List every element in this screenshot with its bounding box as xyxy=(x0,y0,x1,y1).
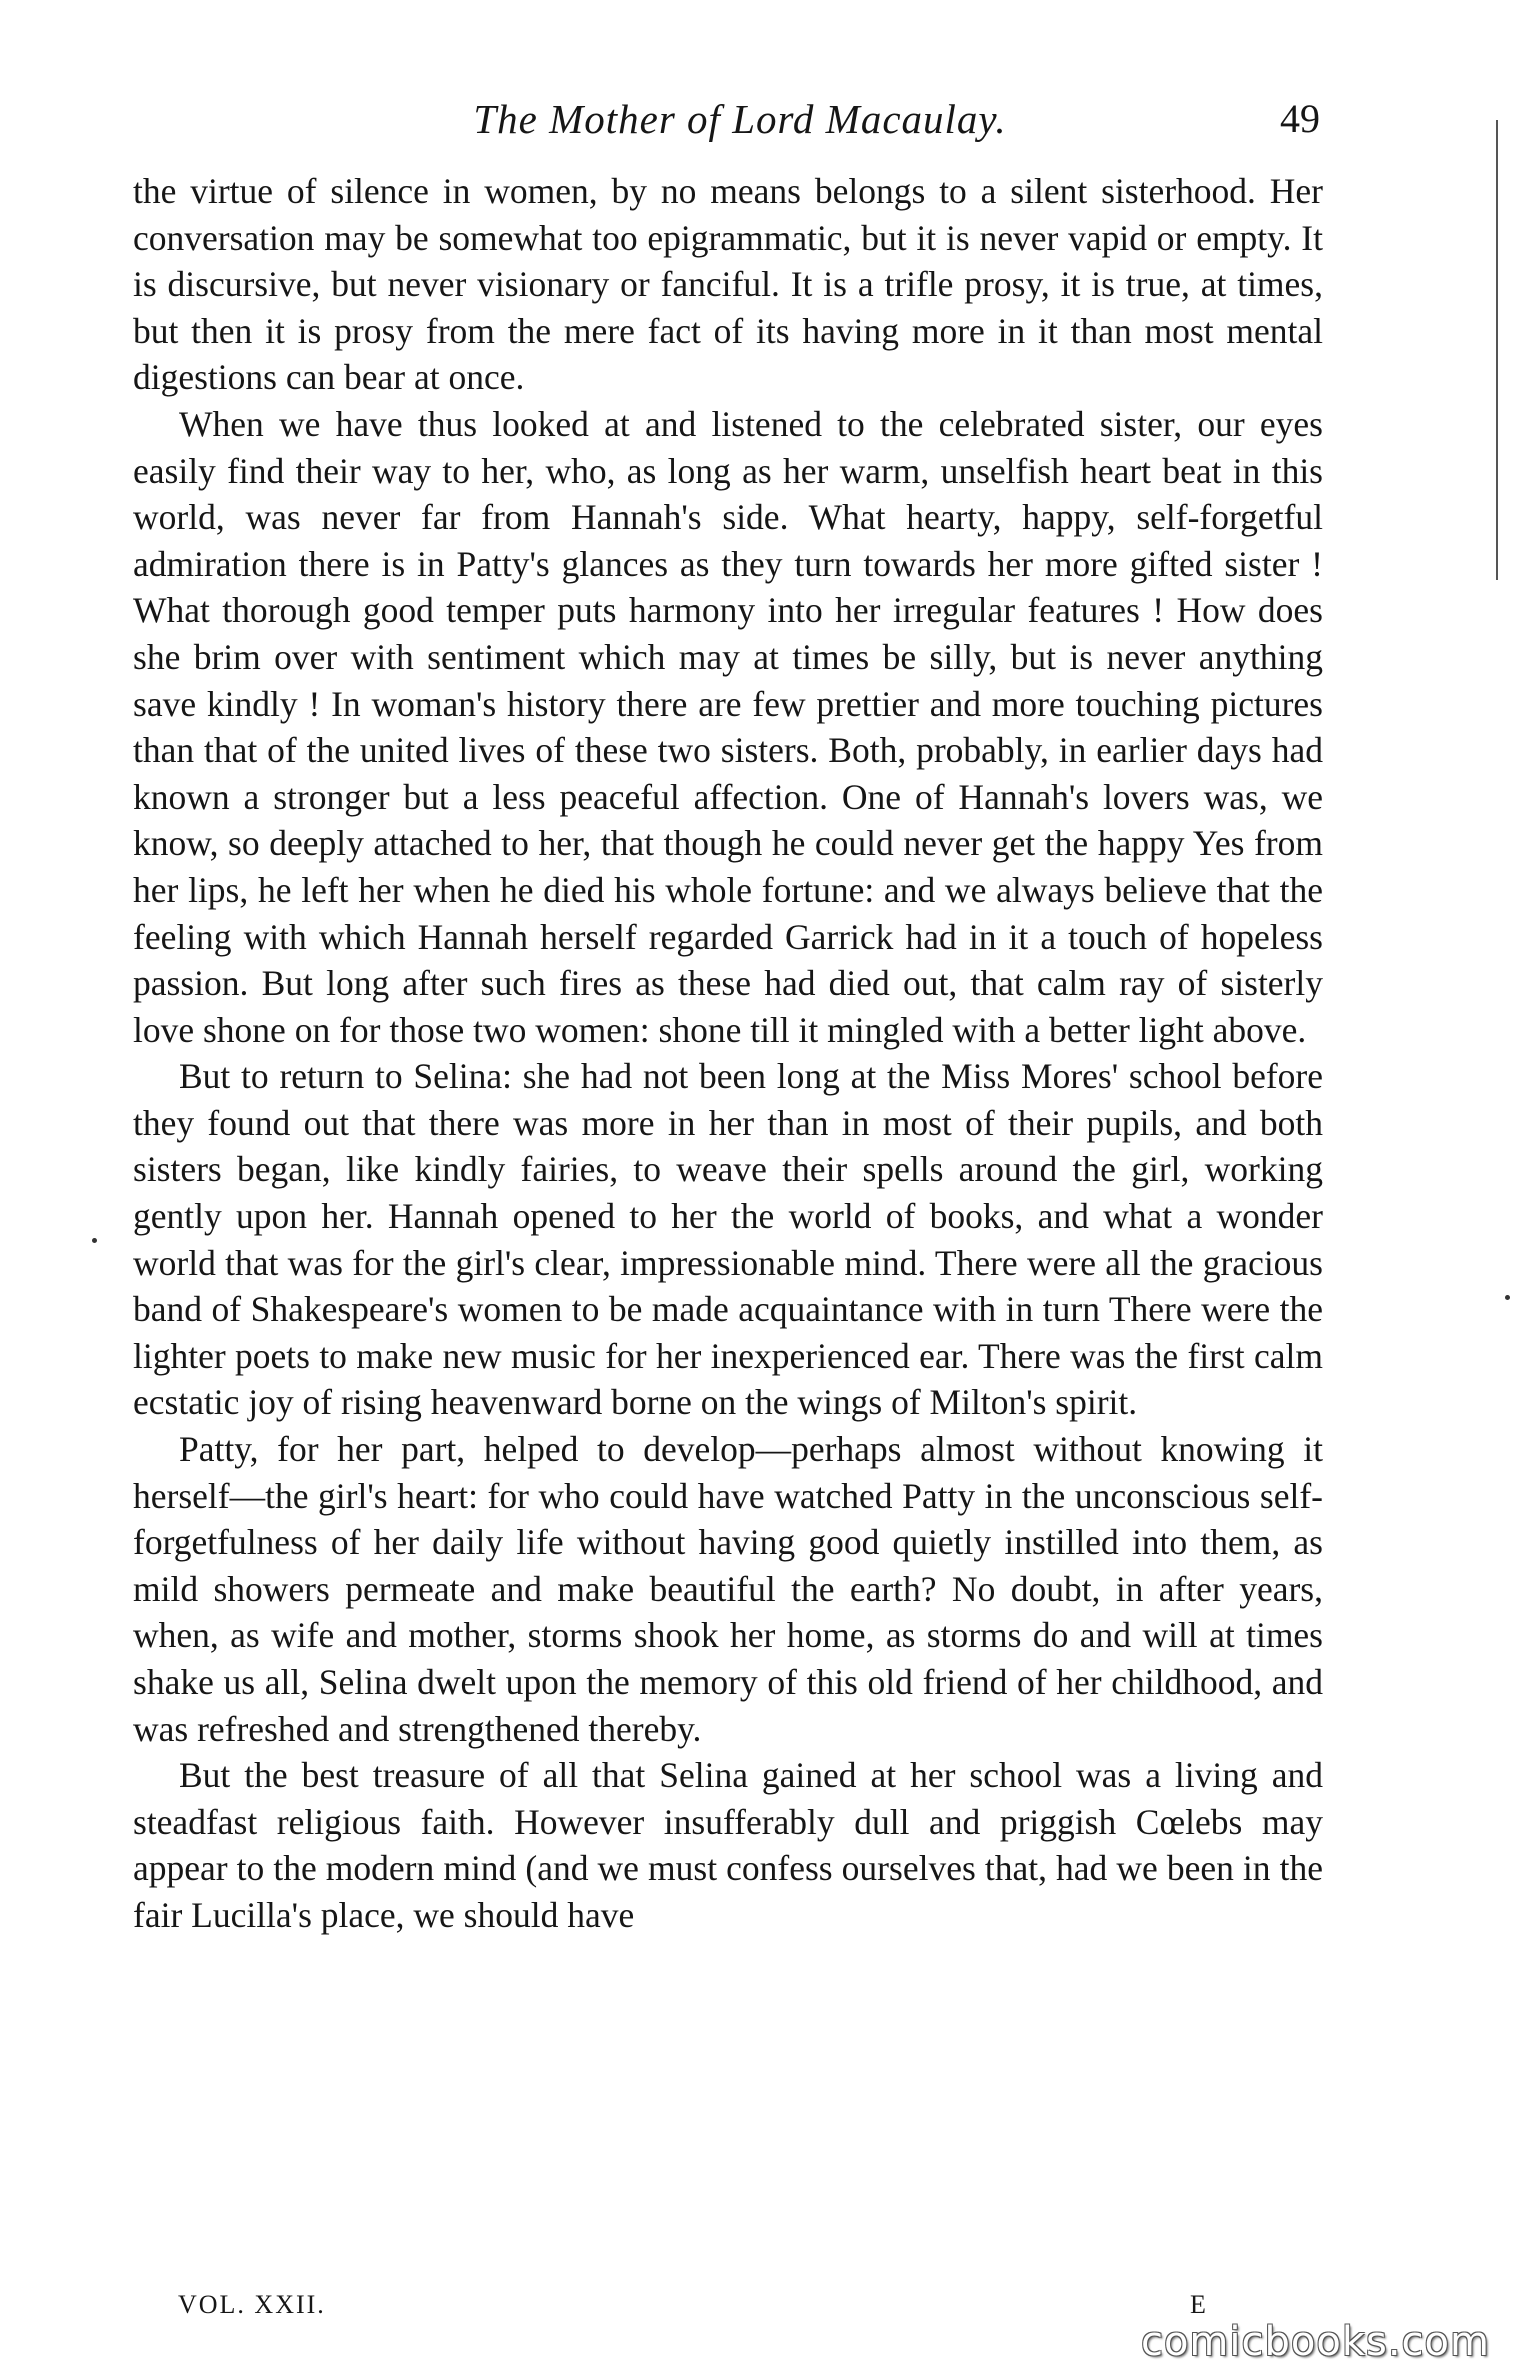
watermark: comicbooks.com xyxy=(1140,2319,1490,2365)
paragraph-3: But to return to Selina: she had not been long at the Miss Mores' school before they found out that there was more in her than in most of their pupils, and both sisters began, like kindly fairies, to weave their spells around the girl, working gently upon her. Hannah opened to her the world of books, and what a wonder world that was for the girl's clear, impressionable mind. There were all the gracious band of Shakespeare's women to be made acquaintance with in turn There were the lighter poets to make new music for her inexperienced ear. There was the first calm ecstatic joy of rising heavenward borne on the wings of Milton's spirit. xyxy=(133,1056,1323,1423)
page-edge-shadow xyxy=(1496,120,1498,580)
paragraph-4: Patty, for her part, helped to develop—perhaps almost without knowing it herself—the girl's heart: for who could have watched Patty in the unconscious self-forgetfulness of her daily life without having good quietly instilled into them, as mild showers permeate and make beautiful the earth? No doubt, in after years, when, as wife and mother, storms shook her home, as storms do and will at times shake us all, Selina dwelt upon the memory of this old friend of her childhood, and was refreshed and strengthened thereby. xyxy=(133,1429,1323,1749)
margin-speck-left xyxy=(92,1238,97,1243)
running-title: The Mother of Lord Macaulay. xyxy=(473,96,1007,142)
paragraph-2: When we have thus looked at and listened to the celebrated sister, our eyes easily find their way to her, who, as long as her warm, unselfish heart beat in this world, was never far from Hannah's side. What hearty, happy, self-forgetful admiration there is in Patty's glances as they turn towards her more gifted sister ! What thorough good temper puts harmony into her irregular features ! How does she brim over with sentiment which may at times be silly, but is never anything save kindly ! In woman's history there are few prettier and more touching pictures than that of the united lives of these two sisters. Both, probably, in earlier days had known a stronger but a less peaceful affection. One of Hannah's lovers was, we know, so deeply attached to her, that though he could never get the happy Yes from her lips, he left her when he died his whole fortune: and we always believe that the feeling with which Hannah herself regarded Garrick had in it a touch of hopeless passion. But long after such fires as these had died out, that calm ray of sisterly love shone on for those two women: shone till it mingled with a better light above. xyxy=(133,403,1323,1050)
page-number: 49 xyxy=(1280,96,1320,141)
body-text xyxy=(133,168,1323,1939)
margin-speck-right xyxy=(1505,1295,1510,1300)
paragraph-5: But the best treasure of all that Selina gained at her school was a living and steadfast religious faith. However insufferably dull and priggish Cœlebs may appear to the modern mind (and we must confess ourselves that, had we been in the fair Lucilla's place, we should have xyxy=(133,1755,1323,1935)
signature-mark: E xyxy=(1190,2290,1208,2319)
volume-label: VOL. XXII. xyxy=(178,2290,326,2319)
page-header xyxy=(130,95,1320,155)
page-footer xyxy=(178,2290,1278,2330)
paragraph-1: the virtue of silence in women, by no means belongs to a silent sisterhood. Her conversation may be somewhat too epigrammatic, but it is never vapid or empty. It is discursive, but never visionary or fanciful. It is a trifle prosy, it is true, at times, but then it is prosy from the mere fact of its having more in it than most mental digestions can bear at once. xyxy=(133,171,1323,398)
